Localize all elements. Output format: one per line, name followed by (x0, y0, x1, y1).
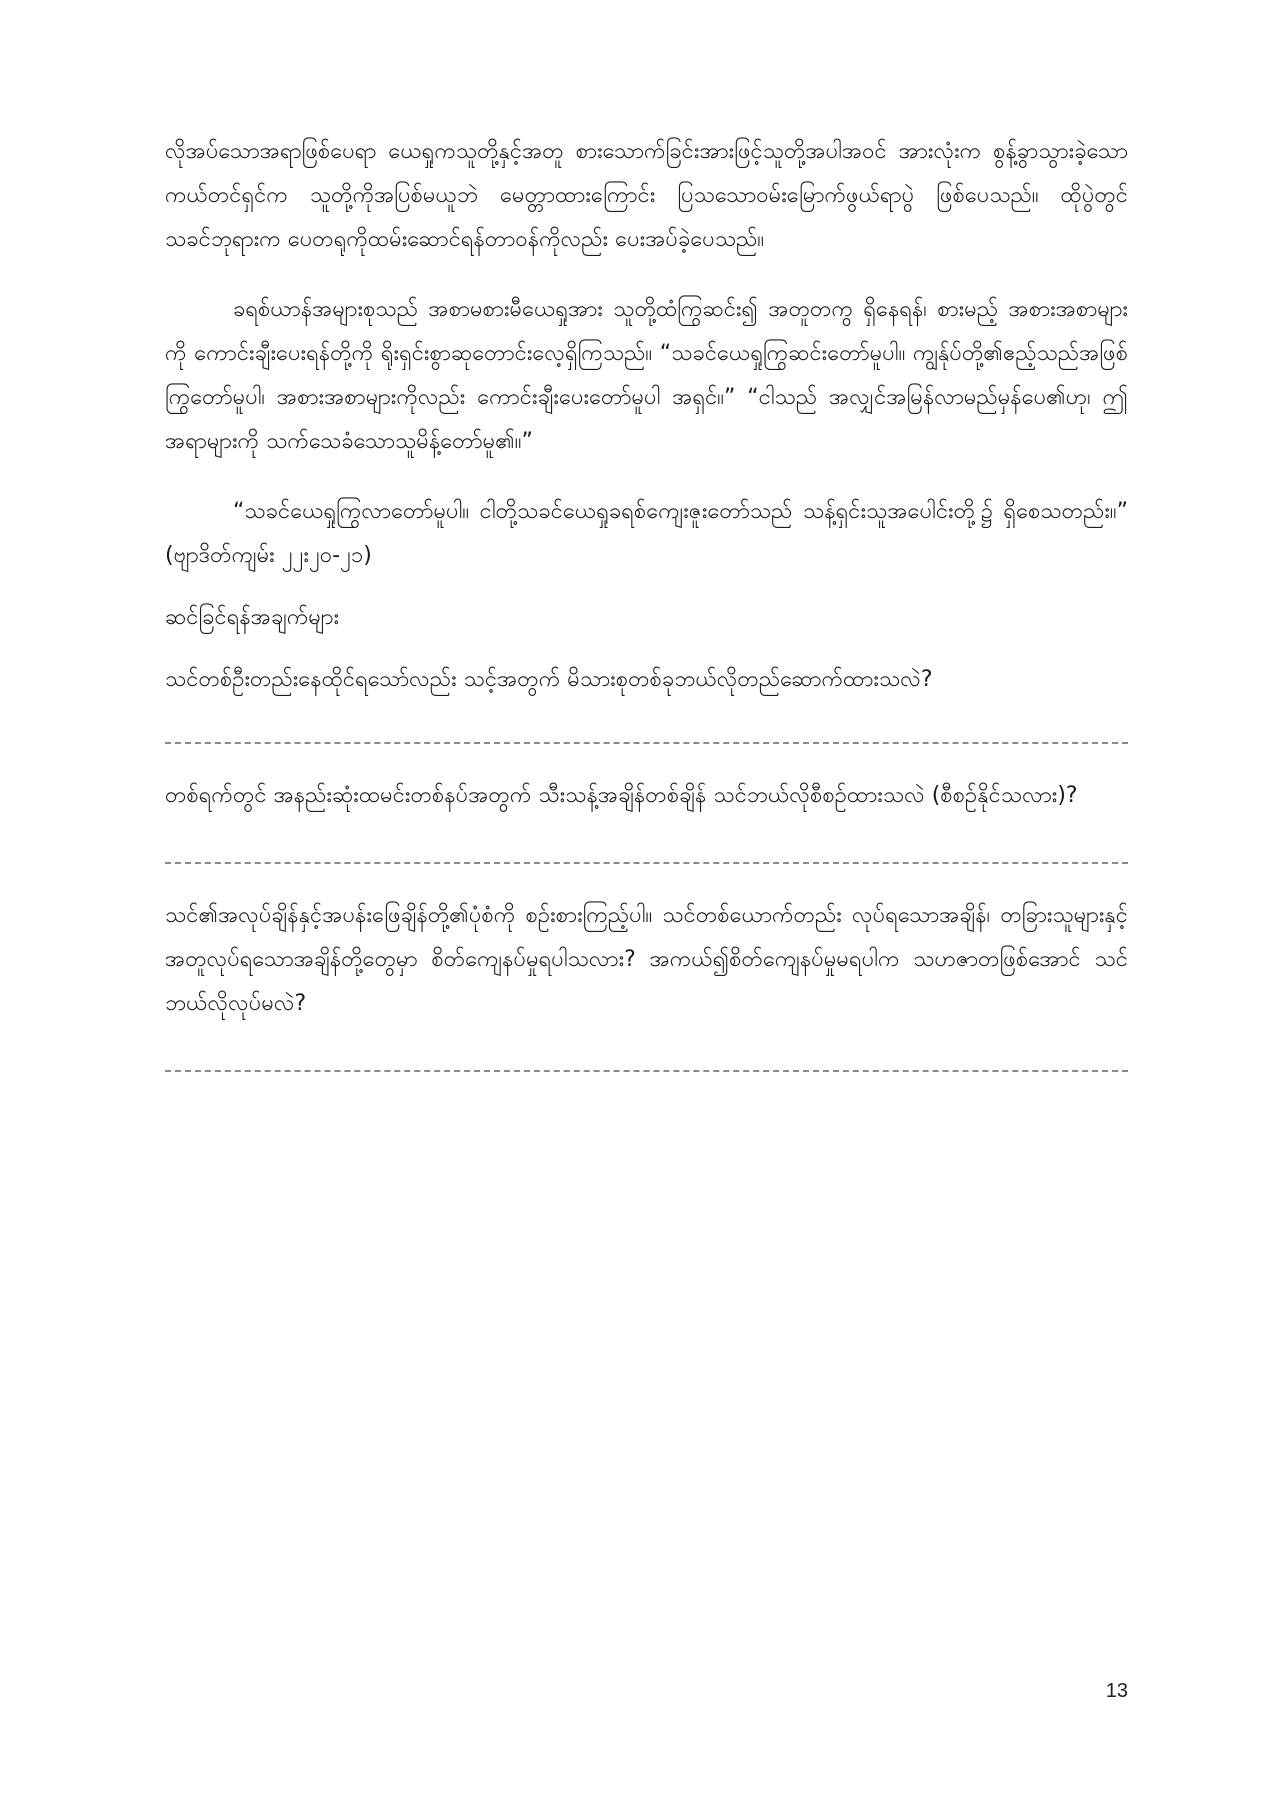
section-heading: ဆင်ခြင်ရန်အချက်များ (165, 605, 340, 630)
paragraph-1: လိုအပ်သောအရာဖြစ်ပေရာ ယေရှုကသူတို့နှင့်အတူ စားသောက်ခြင်းအားဖြင့်သူတို့အပါအဝင် အားလုံးက စွန့်ခွာသွားခဲ့သော ကယ်တင်ရှင်က သူတို့ကိုအပြစ်မယူဘဲ မေတ္တာထားကြောင်း ပြသသောဝမ်းမြောက်ဖွယ်ရာပွဲ ဖြစ်ပေသည်။ ထိုပွဲတွင် သခင်ဘုရားက ပေတရုကိုထမ်းဆောင်ရန်တာဝန်ကိုလည်း ပေးအပ်ခဲ့ပေသည်။ (165, 139, 1128, 252)
question-1: သင်တစ်ဦးတည်းနေထိုင်ရသော်လည်း သင့်အတွက် မိသားစုတစ်ခုဘယ်လိုတည်ဆောက်ထားသလဲ? (165, 667, 933, 692)
paragraph-3-quote: “သခင်ယေရှုကြွလာတော်မူပါ။ ငါတို့သခင်ယေရှုခရစ်ကျေးဇူးတော်သည် သန့်ရှင်းသူအပေါင်းတို့၌ ရှိစေသတည်း။” (ဗျာဒိတ်ကျမ်း ၂၂း၂၀-၂၁) (165, 499, 1128, 568)
page-body (165, 130, 1128, 1072)
paragraph-2: ခရစ်ယာန်အများစုသည် အစာမစားမီယေရှုအား သူတို့ထံကြွဆင်း၍ အတူတကွ ရှိနေရန်၊ စားမည့် အစားအစာများကို ကောင်းချီးပေးရန်တို့ကို ရိုးရှင်းစွာဆုတောင်းလေ့ရှိကြသည်။ “သခင်ယေရှုကြွဆင်းတော်မူပါ။ ကျွန်ုပ်တို့၏ဧည့်သည်အဖြစ်ကြွတော်မူပါ၊ အစားအစာများကိုလည်း ကောင်းချီးပေးတော်မူပါ အရှင်။” “ငါသည် အလျှင်အမြန်လာမည်မှန်ပေ၏ဟု၊ ဤအရာများကို သက်သေခံသောသူမိန့်တော်မူ၏။” (165, 297, 1128, 454)
question-2: တစ်ရက်တွင် အနည်းဆုံးထမင်းတစ်နပ်အတွက် သီးသန့်အချိန်တစ်ချိန် သင်ဘယ်လိုစီစဉ်ထားသလဲ (စီစဉ်နိုင်သလား)? (165, 783, 1078, 808)
answer-line-3[interactable] (165, 1070, 1128, 1072)
answer-line-1[interactable] (165, 742, 1128, 744)
answer-line-2[interactable] (165, 862, 1128, 864)
question-3: သင်၏အလုပ်ချိန်နှင့်အပန်းဖြေချိန်တို့၏ပုံစံကို စဉ်းစားကြည့်ပါ။ သင်တစ်ယောက်တည်း လုပ်ရသောအချိန်၊ တခြားသူများနှင့်အတူလုပ်ရသောအချိန်တို့တွေမှာ စိတ်ကျေနပ်မှုရပါသလား? အကယ်၍စိတ်ကျေနပ်မှုမရပါက သဟဇာတဖြစ်အောင် သင်ဘယ်လိုလုပ်မလဲ? (165, 903, 1128, 1016)
page-number: 13 (1105, 1680, 1128, 1702)
